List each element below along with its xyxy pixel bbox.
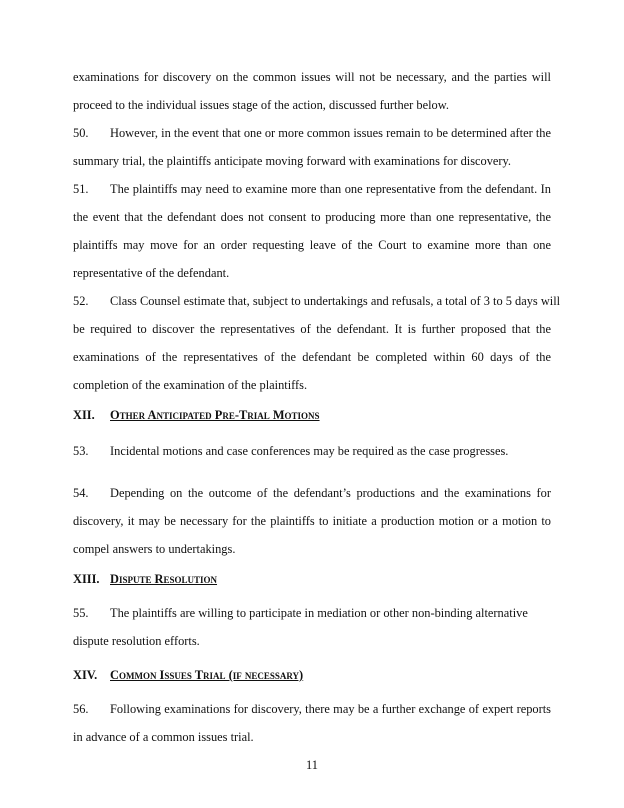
text-line: representative of the defendant. — [73, 266, 230, 280]
page-number: 11 — [306, 758, 318, 772]
paragraph-number: 55. — [73, 606, 89, 620]
paragraph-number: 52. — [73, 294, 89, 308]
paragraph-51: 51. The plaintiffs may need to examine more than one representative from the defendant. In — [73, 182, 551, 196]
paragraph-number: 56. — [73, 702, 89, 716]
paragraph-number: 51. — [73, 182, 89, 196]
paragraph-53: 53. Incidental motions and case conferences may be required as the case progresses. — [73, 444, 509, 458]
paragraph-50: 50. However, in the event that one or more common issues remain to be determined after the — [73, 126, 551, 140]
text-line: discovery, it may be necessary for the plaintiffs to initiate a production motion or a motion to — [73, 514, 551, 528]
text-line: in advance of a common issues trial. — [73, 730, 254, 744]
text-line: summary trial, the plaintiffs anticipate moving forward with examinations for discovery. — [73, 154, 512, 168]
text-line: proceed to the individual issues stage of the action, discussed further below. — [73, 98, 449, 112]
text-line: examinations of the representatives of the defendant be completed within 60 days of the — [73, 350, 551, 364]
text-line: examinations for discovery on the common issues will not be necessary, and the parties will — [73, 70, 551, 84]
section-heading-xii: XII. Other Anticipated Pre-Trial Motions — [73, 408, 320, 422]
text-line: dispute resolution efforts. — [73, 634, 200, 648]
text-line: completion of the examination of the plaintiffs. — [73, 378, 308, 392]
paragraph-number: 54. — [73, 486, 89, 500]
section-heading-xiv: XIV. Common Issues Trial (if necessary) — [73, 668, 304, 682]
paragraph-54: 54. Depending on the outcome of the defendant’s productions and the examinations for — [73, 486, 551, 500]
paragraph-number: 53. — [73, 444, 89, 458]
paragraph-55: 55. The plaintiffs are willing to participate in mediation or other non-binding alternative — [73, 606, 528, 620]
paragraph-56: 56. Following examinations for discovery, there may be a further exchange of expert reports — [73, 702, 551, 716]
text-line: plaintiffs may move for an order requesting leave of the Court to examine more than one — [73, 238, 551, 252]
text-line: be required to discover the representatives of the defendant. It is further proposed that the — [73, 322, 551, 336]
text-line: the event that the defendant does not consent to producing more than one representative, the — [73, 210, 551, 224]
paragraph-number: 50. — [73, 126, 89, 140]
text-line: compel answers to undertakings. — [73, 542, 236, 556]
paragraph-52: 52. Class Counsel estimate that, subject to undertakings and refusals, a total of 3 to 5 days will — [73, 294, 561, 308]
section-heading-xiii: XIII. Dispute Resolution — [73, 572, 218, 586]
